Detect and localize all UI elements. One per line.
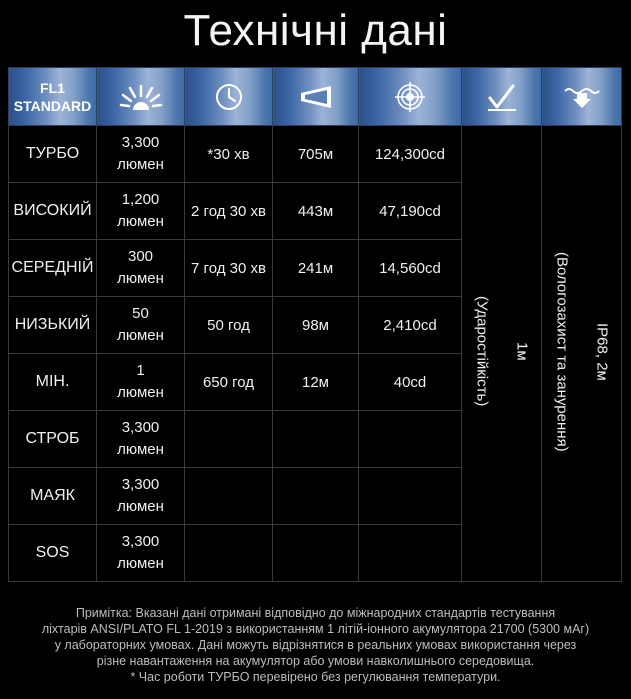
beam-distance-icon xyxy=(299,84,333,110)
clock-icon xyxy=(214,82,244,112)
impact-resistance-icon xyxy=(486,82,518,112)
runtime-cell: 50 год xyxy=(185,297,273,354)
water-resistance-icon xyxy=(563,83,601,111)
lumen-cell: 50 люмен xyxy=(97,297,185,354)
target-icon xyxy=(394,81,426,113)
distance-cell xyxy=(273,525,359,582)
distance-cell: 12м xyxy=(273,354,359,411)
light-output-icon xyxy=(119,82,163,112)
distance-cell xyxy=(273,468,359,525)
runtime-header xyxy=(185,68,273,126)
impact-text: 1м (Ударостійкість) xyxy=(473,296,531,407)
intensity-header xyxy=(359,68,462,126)
runtime-cell xyxy=(185,468,273,525)
specs-table xyxy=(8,67,622,582)
lumen-cell: 1,200 люмен xyxy=(97,183,185,240)
mode-cell: SOS xyxy=(9,525,97,582)
mode-cell: ТУРБО xyxy=(9,126,97,183)
footnote-line: різне навантаження на акумулятор або умови навколишнього середовища. xyxy=(96,654,535,668)
mode-cell: СТРОБ xyxy=(9,411,97,468)
intensity-cell xyxy=(359,411,462,468)
lumen-cell: 3,300 люмен xyxy=(97,411,185,468)
lumen-cell: 3,300 люмен xyxy=(97,468,185,525)
model-name: FL1 STANDARD xyxy=(13,79,92,114)
intensity-cell xyxy=(359,468,462,525)
mode-cell: МІН. xyxy=(9,354,97,411)
intensity-cell: 47,190cd xyxy=(359,183,462,240)
table-header-row xyxy=(9,68,622,126)
footnote-line: Примітка: Вказані дані отримані відповідно до міжнародних стандартів тестування xyxy=(75,606,556,620)
distance-cell: 98м xyxy=(273,297,359,354)
distance-cell: 443м xyxy=(273,183,359,240)
water-cell xyxy=(542,126,622,582)
distance-cell: 705м xyxy=(273,126,359,183)
intensity-cell xyxy=(359,525,462,582)
lumen-cell: 3,300 люмен xyxy=(97,126,185,183)
intensity-cell: 14,560cd xyxy=(359,240,462,297)
mode-cell: МАЯК xyxy=(9,468,97,525)
runtime-cell: 650 год xyxy=(185,354,273,411)
runtime-cell: 7 год 30 хв xyxy=(185,240,273,297)
water-text: IP68, 2м (Вологозахист та занурення) xyxy=(553,251,611,452)
lumen-cell: 300 люмен xyxy=(97,240,185,297)
mode-cell: НИЗЬКИЙ xyxy=(9,297,97,354)
distance-cell xyxy=(273,411,359,468)
lumen-cell: 3,300 люмен xyxy=(97,525,185,582)
mode-cell: СЕРЕДНІЙ xyxy=(9,240,97,297)
model-header xyxy=(9,68,97,126)
footnote-line: у лабораторних умовах. Дані можуть відрізнятися в реальних умовах використання через xyxy=(54,638,577,652)
impact-header xyxy=(462,68,542,126)
runtime-cell xyxy=(185,411,273,468)
distance-cell: 241м xyxy=(273,240,359,297)
water-header xyxy=(542,68,622,126)
runtime-cell: 2 год 30 хв xyxy=(185,183,273,240)
table-row xyxy=(9,126,622,183)
intensity-cell: 2,410cd xyxy=(359,297,462,354)
footnote xyxy=(0,605,631,685)
page-title: Технічні дані xyxy=(183,6,448,55)
footnote-line: ліхтарів ANSI/PLATO FL 1-2019 з використанням 1 літій-іонного акумулятора 21700 (5300 мАг) xyxy=(41,622,590,636)
intensity-cell: 40cd xyxy=(359,354,462,411)
lumen-cell: 1 люмен xyxy=(97,354,185,411)
mode-cell: ВИСОКИЙ xyxy=(9,183,97,240)
intensity-cell: 124,300cd xyxy=(359,126,462,183)
runtime-cell xyxy=(185,525,273,582)
distance-header xyxy=(273,68,359,126)
impact-cell xyxy=(462,126,542,582)
light-output-header xyxy=(97,68,185,126)
runtime-cell: *30 хв xyxy=(185,126,273,183)
footnote-line: * Час роботи ТУРБО перевірено без регулювання температури. xyxy=(130,670,501,684)
